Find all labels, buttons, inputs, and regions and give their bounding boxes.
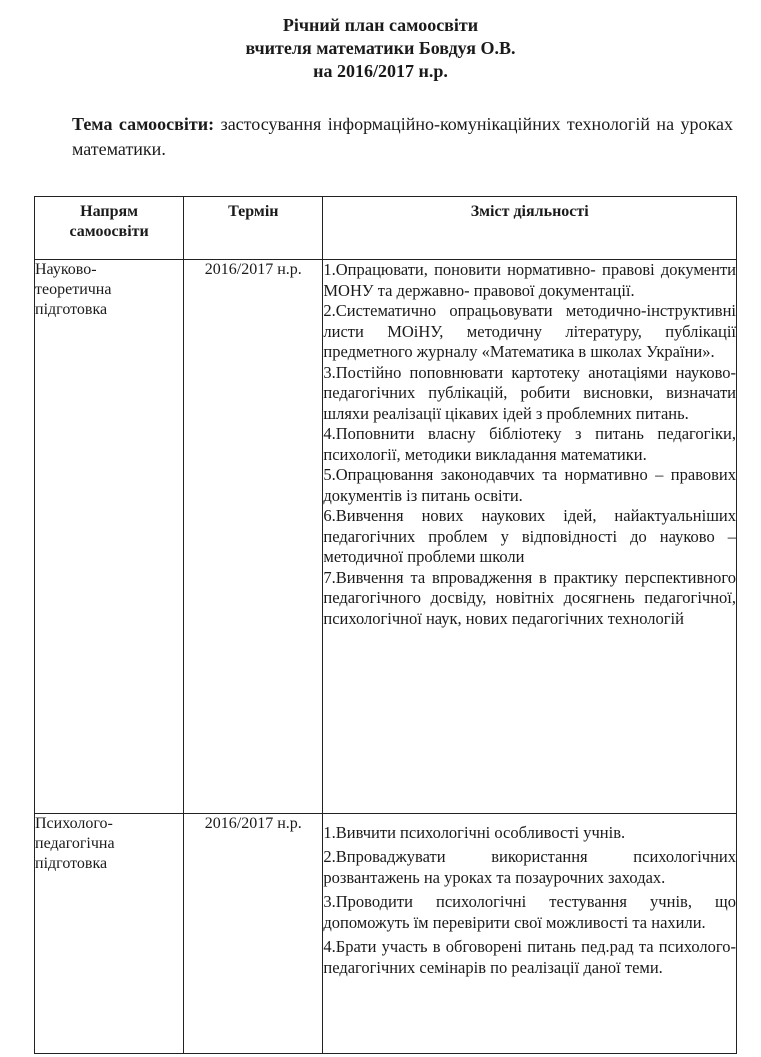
direction-line: педагогічна xyxy=(35,835,115,852)
title-line-3: на 2016/2017 н.р. xyxy=(313,61,448,81)
activity-item: 3.Постійно поповнювати картотеку анотаціями науково-педагогічних публікацій, робити висновки, визначати шляхи реалізації цікавих ідей з проблемних питань. xyxy=(323,362,736,423)
table-header-row xyxy=(35,197,737,260)
direction-line: теоретична xyxy=(35,281,112,298)
self-education-topic xyxy=(72,112,733,162)
activity-item: 2.Впроваджувати використання психологічних розвантажень на уроках та позаурочних заходах. xyxy=(323,847,736,887)
activity-item: 1.Вивчити психологічні особливості учнів. xyxy=(323,823,626,842)
term-cell: 2016/2017 н.р. xyxy=(184,260,323,814)
header-term: Термін xyxy=(184,197,323,260)
header-direction xyxy=(35,197,184,260)
activity-item: 3.Проводити психологічні тестування учнів, що допоможуть їм перевірити свої можливості та нахили. xyxy=(323,892,736,932)
title-line-2: вчителя математики Бовдуя О.В. xyxy=(245,38,516,58)
direction-line: підготовка xyxy=(35,855,108,872)
content-cell xyxy=(323,260,737,814)
header-direction-line-1: Напрям xyxy=(80,203,139,220)
header-content: Зміст діяльності xyxy=(323,197,737,260)
activity-item: 6.Вивчення нових наукових ідей, найактуальніших педагогічних проблем у відповідності до науково – методичної проблеми школи xyxy=(323,506,736,566)
table-row xyxy=(35,260,737,814)
plan-table xyxy=(34,196,737,1054)
activity-item: 4.Брати участь в обговорені питань пед.рад та психолого- педагогічних семінарів по реалізації даної теми. xyxy=(323,937,736,977)
direction-line: підготовка xyxy=(35,301,108,318)
term-cell: 2016/2017 н.р. xyxy=(184,814,323,1054)
document-title xyxy=(0,14,761,83)
content-cell xyxy=(323,814,737,1054)
direction-line: Психолого- xyxy=(35,815,113,832)
activity-item: 5.Опрацювання законодавчих та нормативно – правових документів із питань освіти. xyxy=(323,465,736,505)
activity-item: 4.Поповнити власну бібліотеку з питань педагогіки, психології, методики викладання математики. xyxy=(323,424,736,464)
topic-label: Тема самоосвіти: xyxy=(72,114,215,134)
activity-item: 7.Вивчення та впровадження в практику перспективного педагогічного досвіду, новітніх досягнень педагогічної, психологічної наук, нових педагогічних технологій xyxy=(323,567,736,628)
direction-cell xyxy=(35,260,184,814)
title-line-1: Річний план самоосвіти xyxy=(282,15,479,35)
topic-text: застосування інформаційно-комунікаційних технологій на уроках математики. xyxy=(72,114,733,159)
activity-item: 1.Опрацювати, поновити нормативно- правові документи МОНУ та державно- правової документації. xyxy=(323,260,736,300)
header-direction-line-2: самоосвіти xyxy=(69,223,149,240)
direction-cell xyxy=(35,814,184,1054)
table-row xyxy=(35,814,737,1054)
activity-item: 2.Систематично опрацьовувати методично-інструктивні листи МОіНУ, методичну літературу, публікації предметного журналу «Математика в школах України». xyxy=(323,301,736,361)
direction-line: Науково- xyxy=(35,261,97,278)
